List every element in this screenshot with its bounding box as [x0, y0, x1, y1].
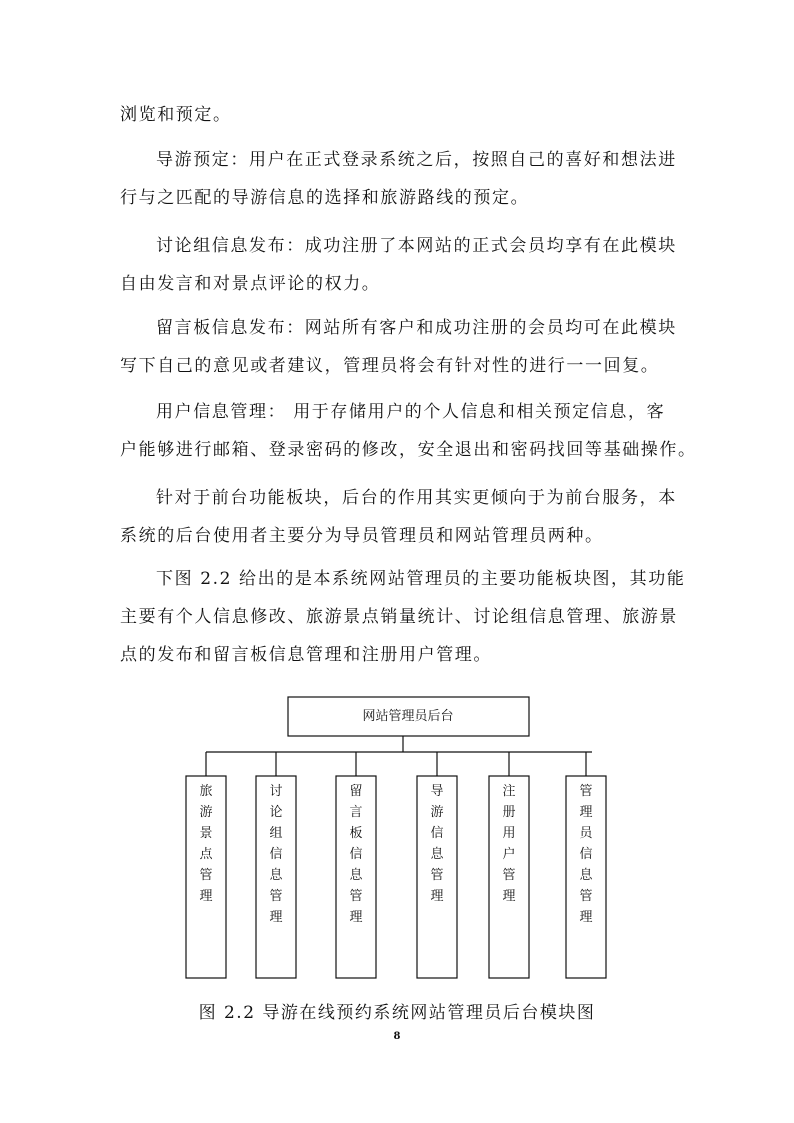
figure-caption: 图 2.2 导游在线预约系统网站管理员后台模块图: [198, 1003, 596, 1023]
text-line: 留言板信息发布：网站所有客户和成功注册的会员均可在此模块: [156, 318, 677, 338]
page-number: 8: [393, 1031, 401, 1042]
root-node-label: 网站管理员后台: [362, 709, 454, 724]
text-line: 户能够进行邮箱、登录密码的修改，安全退出和密码找回等基础操作。: [120, 440, 697, 460]
text-line: 主要有个人信息修改、旅游景点销量统计、讨论组信息管理、旅游景: [120, 607, 678, 627]
child-node-label: 讨论组信息管理: [269, 784, 283, 925]
text-line: 浏览和预定。: [120, 105, 232, 125]
text-line: 行与之匹配的导游信息的选择和旅游路线的预定。: [120, 188, 530, 208]
text-line: 写下自己的意见或者建议，管理员将会有针对性的进行一一回复。: [120, 356, 660, 376]
text-line: 点的发布和留言板信息管理和注册用户管理。: [120, 645, 492, 665]
text-line: 下图 2.2 给出的是本系统网站管理员的主要功能板块图，其功能: [156, 569, 686, 589]
text-line: 针对于前台功能板块，后台的作用其实更倾向于为前台服务，本: [156, 488, 677, 508]
text-line: 用户信息管理： 用于存储用户的个人信息和相关预定信息，客: [156, 402, 666, 422]
child-node-label: 注册用户管理: [502, 784, 516, 904]
child-node-label: 导游信息管理: [430, 784, 444, 904]
text-line: 导游预定：用户在正式登录系统之后，按照自己的喜好和想法进: [156, 150, 677, 170]
text-line: 自由发言和对景点评论的权力。: [120, 274, 381, 294]
child-node-label: 旅游景点管理: [199, 784, 213, 904]
child-node-label: 管理员信息管理: [579, 784, 593, 925]
text-line: 讨论组信息发布：成功注册了本网站的正式会员均享有在此模块: [156, 236, 677, 256]
child-node-group: [186, 752, 606, 978]
text-line: 系统的后台使用者主要分为导员管理员和网站管理员两种。: [120, 526, 604, 546]
child-node-label: 留言板信息管理: [349, 784, 363, 925]
